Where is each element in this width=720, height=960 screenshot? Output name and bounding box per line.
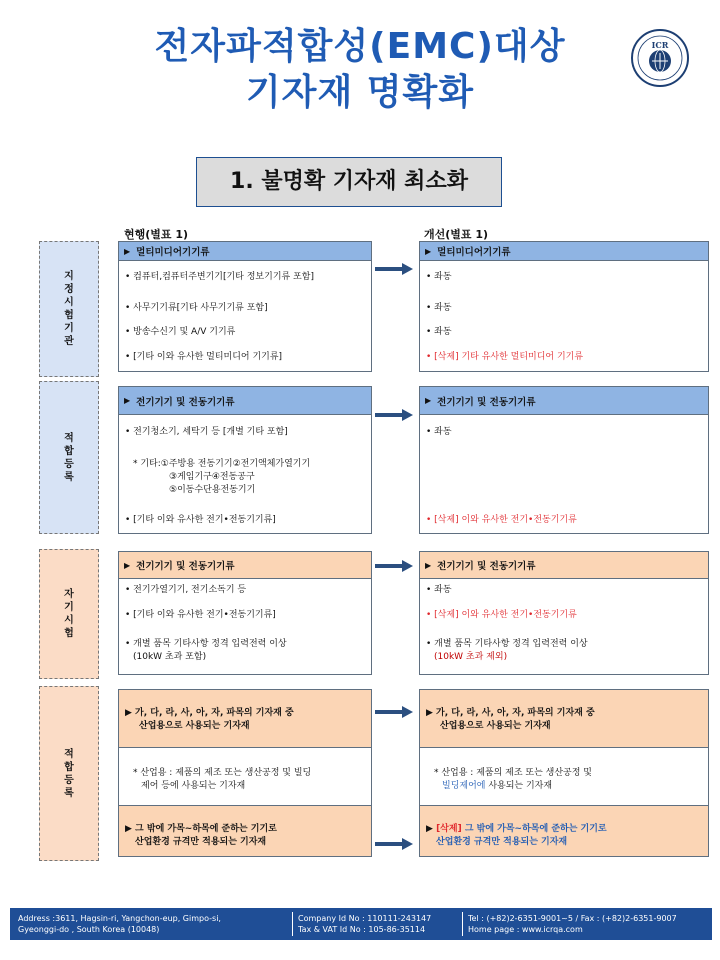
- arrow-right-icon: [375, 560, 413, 572]
- block1-improved: [419, 241, 709, 372]
- side-label-designated-lab: 지 정 시 험 기 관: [39, 241, 99, 377]
- list-item: 산업환경 규격만 적용되는 기자재: [135, 837, 267, 847]
- changed-item: (10kW 초과 제외): [434, 652, 508, 662]
- block3-current-header: ▶ 전기기기 및 전동기기류: [119, 552, 371, 579]
- list-item: • [기타 이와 유사한 전기•전동기기류]: [125, 515, 276, 525]
- deleted-item: • [삭제] 이와 유사한 전기•전동기기류: [426, 610, 577, 620]
- list-item: • 좌동: [426, 303, 452, 313]
- list-item: 빌딩제어에 사용되는 기자재: [442, 781, 553, 791]
- block3-improved-header: ▶ 전기기기 및 전동기기류: [420, 552, 708, 579]
- list-item: 산업환경 규격만 적용되는 기자재: [436, 837, 568, 847]
- arrow-right-icon: [375, 706, 413, 718]
- footer-company-ids: Company Id No : 110111-243147 Tax & VAT Id No : 105-86-35114: [298, 914, 432, 934]
- column-header-improved: 개선(별표 1): [424, 228, 489, 241]
- deleted-item: • [삭제] 이와 유사한 전기•전동기기류: [426, 515, 577, 525]
- block1-current: [118, 241, 372, 372]
- homepage-link[interactable]: Home page : www.icrqa.com: [468, 925, 583, 934]
- list-item: • 방송수신기 및 A/V 기기류: [125, 327, 236, 337]
- side-label-conformity-registration-2: 적 합 등 록: [39, 686, 99, 861]
- block4-improved: [419, 689, 709, 857]
- block4-current: [118, 689, 372, 857]
- list-item: * 산업용 : 제품의 제조 또는 생산공정 및: [434, 768, 592, 778]
- list-item: ⑤이동수단용전동기기: [169, 485, 256, 495]
- triangle-right-icon: ▶: [425, 246, 432, 256]
- block1-current-header: ▶ 멀티미디어기기류: [119, 242, 371, 261]
- list-item: 산업용으로 사용되는 기자재: [139, 721, 250, 731]
- block2-current: [118, 386, 372, 534]
- list-item: • 좌동: [426, 327, 452, 337]
- list-item: • [기타 이와 유사한 멀티미디어 기기류]: [125, 352, 283, 362]
- block1-improved-header: ▶ 멀티미디어기기류: [420, 242, 708, 261]
- list-item: 제어 등에 사용되는 기자재: [141, 781, 246, 791]
- footer-address: Address :3611, Hagsin-ri, Yangchon-eup, Gimpo-si, Gyeonggi-do , South Korea (10048): [18, 914, 221, 934]
- list-item: * 산업용 : 제품의 제조 또는 생산공정 및 빌딩: [133, 768, 312, 778]
- list-item: ③게임기구④전동공구: [169, 472, 255, 482]
- logo-text: ICR: [651, 40, 669, 50]
- list-item: • 좌동: [426, 427, 452, 437]
- triangle-right-icon: ▶: [425, 560, 432, 570]
- side-label-conformity-registration-1: 적 합 등 록: [39, 381, 99, 534]
- page-title: [0, 24, 720, 116]
- list-item: 산업용으로 사용되는 기자재: [440, 721, 551, 731]
- triangle-right-icon: ▶: [124, 560, 131, 570]
- list-item: • 전기가열기기, 전기소독기 등: [125, 585, 247, 595]
- triangle-right-icon: ▶: [425, 396, 432, 405]
- footer-divider: [292, 912, 293, 936]
- list-item: ▶ 가, 다, 라, 사, 아, 자, 파목의 기자재 중: [125, 708, 294, 718]
- list-item: ▶ 가, 다, 라, 사, 아, 자, 파목의 기자재 중: [426, 708, 595, 718]
- arrow-right-icon: [375, 838, 413, 850]
- block2-improved-header: ▶ 전기기기 및 전동기기류: [420, 387, 708, 415]
- section-title: 1. 불명확 기자재 최소화: [196, 157, 502, 207]
- arrow-right-icon: [375, 263, 413, 275]
- list-item: • 컴퓨터,컴퓨터주변기기[기타 정보기기류 포함]: [125, 272, 314, 282]
- deleted-item: • [삭제] 기타 유사한 멀티미디어 기기류: [426, 352, 584, 362]
- list-item: • 개별 품목 기타사항 정격 입력전력 이상: [426, 639, 588, 649]
- list-item: ▶ 그 밖에 가목~하목에 준하는 기기로: [125, 824, 277, 834]
- column-header-current: 현행(별표 1): [124, 228, 189, 241]
- triangle-right-icon: ▶: [124, 396, 131, 405]
- list-item: • 개별 품목 기타사항 정격 입력전력 이상: [125, 639, 287, 649]
- list-item: (10kW 초과 포함): [133, 652, 207, 662]
- list-item: • 좌동: [426, 585, 452, 595]
- list-item: • 사무기기류[기타 사무기기류 포함]: [125, 303, 268, 313]
- block3-improved: [419, 551, 709, 675]
- list-item: • [기타 이와 유사한 전기•전동기기류]: [125, 610, 276, 620]
- list-item: * 기타:①주방용 전동기기②전기액체가열기기: [133, 459, 311, 469]
- list-item: • 좌동: [426, 272, 452, 282]
- title-line-2: 기자재 명확화: [245, 72, 475, 113]
- icr-seal-logo: [630, 28, 690, 88]
- arrow-right-icon: [375, 409, 413, 421]
- footer: [10, 908, 712, 940]
- triangle-right-icon: ▶: [124, 246, 131, 256]
- block3-current: [118, 551, 372, 675]
- block2-current-header: ▶ 전기기기 및 전동기기류: [119, 387, 371, 415]
- title-line-1: 전자파적합성(EMC)대상: [154, 26, 566, 67]
- list-item: ▶ [삭제] 그 밖에 가목~하목에 준하는 기기로: [426, 824, 607, 834]
- block2-improved: [419, 386, 709, 534]
- footer-divider: [462, 912, 463, 936]
- side-label-self-test: 자 기 시 험: [39, 549, 99, 679]
- list-item: • 전기청소기, 세탁기 등 [개별 기타 포함]: [125, 427, 288, 437]
- footer-contact: Tel : (+82)2-6351-9001~5 / Fax : (+82)2-6351-9007 Home page : www.icrqa.com: [468, 914, 677, 934]
